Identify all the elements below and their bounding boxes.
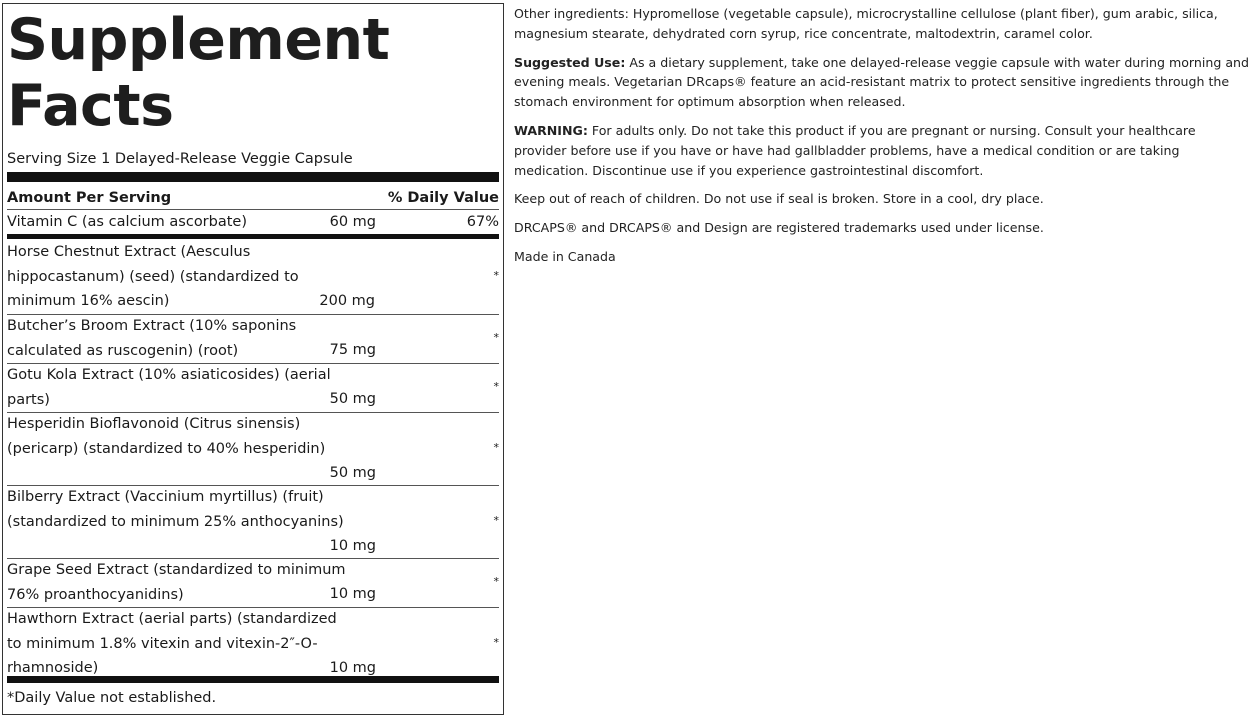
bottom-thick-divider <box>7 676 499 683</box>
nutrient-amount: 10 mg <box>329 586 376 602</box>
trademark-notice: DRCAPS® and DRCAPS® and Design are registered trademarks used under license. <box>514 220 1044 236</box>
warning <box>514 121 1252 180</box>
daily-value-asterisk: * <box>493 441 499 454</box>
nutrient-name: Gotu Kola Extract (10% asiaticosides) (aerial parts) <box>7 367 331 408</box>
suggested-use-label: Suggested Use: <box>514 54 626 70</box>
nutrient-daily-value: 67% <box>466 214 499 230</box>
nutrient-name: Horse Chestnut Extract (Aesculus hippocastanum) (seed) (standardized to minimum 16% aescin) <box>7 244 299 309</box>
supplement-facts-panel <box>2 3 504 715</box>
title-line-1: Supplement <box>7 7 390 73</box>
nutrient-name: Butcher’s Broom Extract (10% saponins calculated as ruscogenin) (root) <box>7 318 297 359</box>
thick-divider <box>7 172 499 182</box>
nutrient-row-hawthorn <box>7 607 499 680</box>
nutrient-name: Bilberry Extract (Vaccinium myrtillus) (fruit) (standardized to minimum 25% anthocyanins) <box>7 489 344 530</box>
nutrient-amount: 10 mg <box>329 660 376 676</box>
facts-title <box>7 7 389 139</box>
daily-value-asterisk: * <box>493 380 499 393</box>
nutrient-amount: 50 mg <box>329 465 376 481</box>
other-ingredients: Other ingredients: Hypromellose (vegetable capsule), microcrystalline cellulose (plant fiber), gum arabic, silica, magnesium stearate, dehydrated corn syrup, rice concentrate, maltodextrin, caramel color. <box>514 6 1218 41</box>
table-header <box>7 187 499 209</box>
country-of-origin: Made in Canada <box>514 248 616 264</box>
daily-value-asterisk: * <box>493 269 499 282</box>
nutrient-amount: 50 mg <box>329 391 376 407</box>
medium-divider <box>7 234 499 239</box>
nutrient-amount: 75 mg <box>329 342 376 358</box>
daily-value-asterisk: * <box>493 636 499 649</box>
product-info <box>514 4 1252 276</box>
daily-value-asterisk: * <box>493 575 499 588</box>
nutrient-amount: 10 mg <box>329 538 376 554</box>
nutrient-amount: 200 mg <box>319 293 375 309</box>
nutrient-row-vitamin-c <box>7 210 499 234</box>
nutrient-row-hesperidin <box>7 412 499 485</box>
daily-value-asterisk: * <box>493 514 499 527</box>
nutrient-name: Grape Seed Extract (standardized to minimum 76% proanthocyanidins) <box>7 562 346 603</box>
daily-value-header: % Daily Value <box>387 190 499 206</box>
nutrient-row-butchers-broom <box>7 314 499 363</box>
nutrient-row-grape-seed <box>7 558 499 607</box>
warning-text: For adults only. Do not take this product if you are pregnant or nursing. Consult your healthcare provider before use if you have or have had gallbladder problems, have a medical condition or are taking medication. Discontinue use if you experience gastrointestinal discomfort. <box>514 122 1196 178</box>
nutrient-name: Hesperidin Bioflavonoid (Citrus sinensis) (pericarp) (standardized to 40% hesperidin) <box>7 416 326 457</box>
daily-value-asterisk: * <box>493 331 499 344</box>
storage-instructions: Keep out of reach of children. Do not use if seal is broken. Store in a cool, dry place. <box>514 191 1044 207</box>
nutrient-name: Hawthorn Extract (aerial parts) (standardized to minimum 1.8% vitexin and vitexin-2″-O- rhamnoside) <box>7 611 337 676</box>
title-line-2: Facts <box>7 73 174 139</box>
warning-label: WARNING: <box>514 122 588 138</box>
serving-size: Serving Size 1 Delayed-Release Veggie Capsule <box>7 151 353 167</box>
nutrient-amount: 60 mg <box>329 214 376 230</box>
nutrient-row-bilberry <box>7 485 499 558</box>
suggested-use-text: As a dietary supplement, take one delayed-release veggie capsule with water during morning and evening meals. Vegetarian DRcaps® feature an acid-resistant matrix to protect sensitive ingredients through the stomach environment for optimum absorption when released. <box>514 54 1250 110</box>
footnote: *Daily Value not established. <box>7 690 217 706</box>
amount-per-serving-header: Amount Per Serving <box>7 190 172 206</box>
nutrient-row-gotu-kola <box>7 363 499 412</box>
suggested-use <box>514 53 1252 112</box>
nutrient-name: Vitamin C (as calcium ascorbate) <box>7 214 248 230</box>
nutrient-row-horse-chestnut <box>7 240 499 313</box>
